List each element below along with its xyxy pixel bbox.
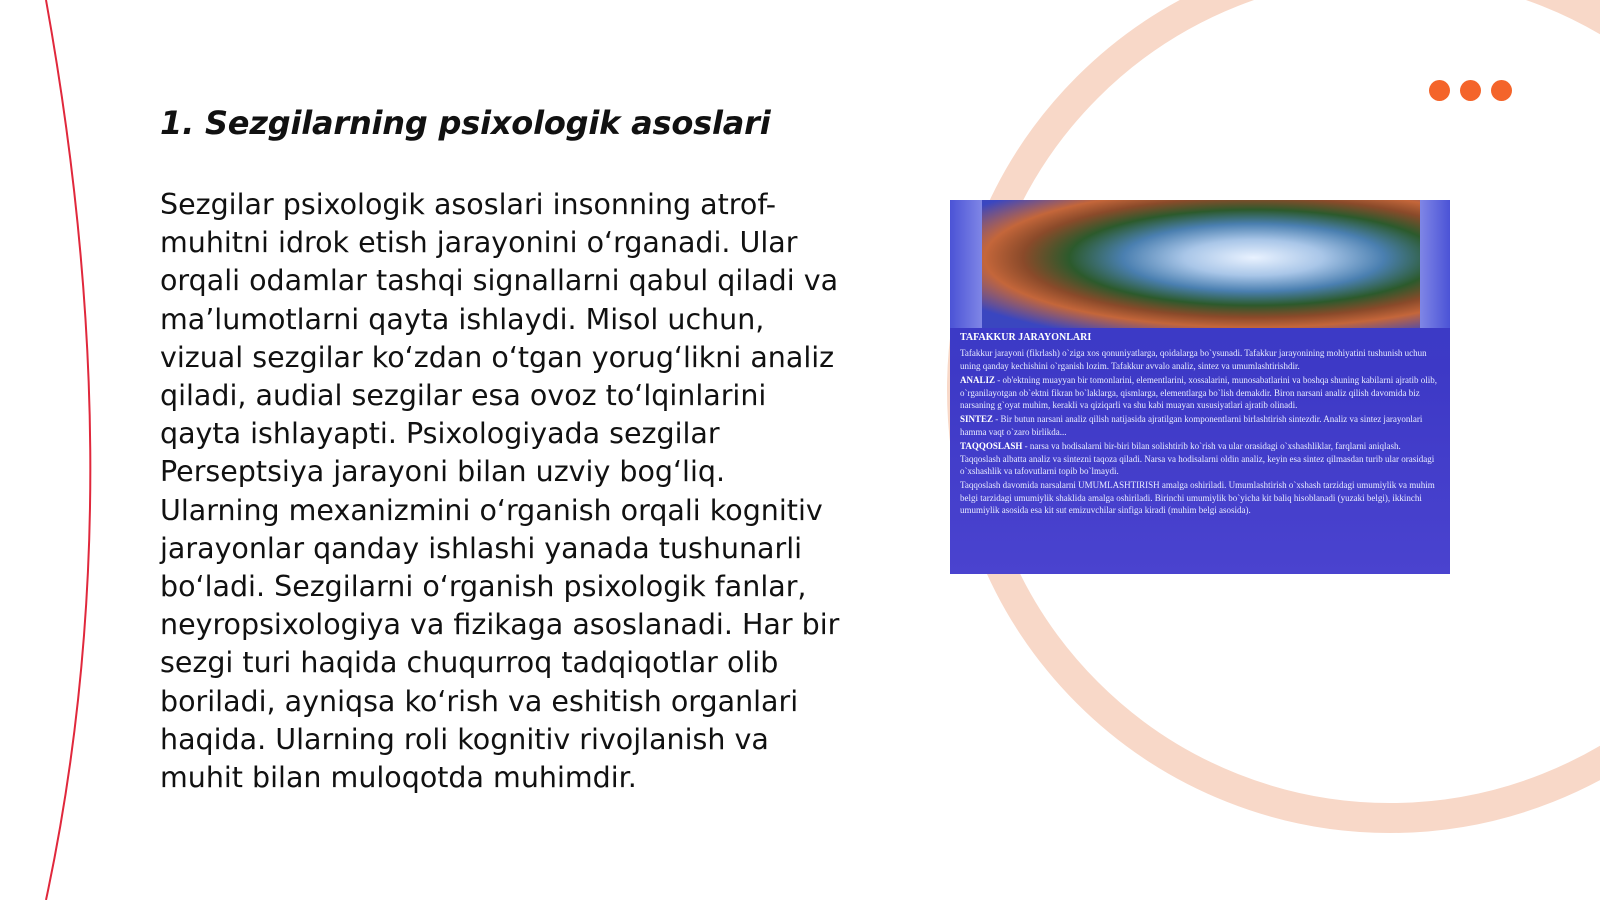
image-side-left — [950, 200, 982, 328]
embedded-slide-image — [950, 200, 1450, 574]
image-paragraph-text: - narsa va hodisalarni bir-biri bilan solishtirib ko`rish va ular orasidagi o`xshashliklar, farqlarni aniqlash. Taqqoslash albatta analiz va sintezni taqoza qiladi. Narsa va hodisalarni oldin analiz, keyin esa sintez qilmasdan turib ular orasidagi o`xshashlik va tafovutlarni topib bo`lmaydi. — [960, 441, 1435, 477]
image-paragraph-text: - Bir butun narsani analiz qilish natijasida ajratilgan komponentlarni birlashtirish sintezdir. Analiz va sintez jarayonlari hamma vaqt o`zaro birlikda... — [960, 414, 1423, 437]
image-heading: TAFAKKUR JARAYONLARI — [960, 332, 1092, 343]
image-text-block — [960, 332, 1438, 519]
dot — [1429, 80, 1450, 101]
image-paragraph — [960, 440, 1438, 477]
image-paragraph: Taqqoslash davomida narsalarni UMUMLASHTIRISH amalga oshiriladi. Umumlashtirish o`xshash tarzidagi umumiylik va muhim belgi tarzidagi umumiylik shaklida amalga oshiriladi. Birinchi umumiylik bo`yicha kit baliq hisoblanadi (yuzaki belgi), ikkinchi umumiylik asosida esa kit sut emizuvchilar sinfiga kiradi (muhim belgi asosida). — [960, 480, 1435, 516]
term-analiz: ANALIZ — [960, 375, 996, 386]
dots-menu-icon — [1429, 80, 1512, 101]
term-sintez: SINTEZ — [960, 414, 994, 425]
image-paragraph-text: - ob'ektning muayyan bir tomonlarini, elementlarini, xossalarini, munosabatlarini va boshqa shuning kabilarni ajratib olib, o`rganilayotgan ob`ektni fikran bo`laklarga, qismlarga, elementlarga bo`lish demakdir. Biron narsani analiz qilish davomida biz narsaning g`oyat muhim, kerakli va qiziqarli va shu kabi muayan xususiyatlari ajratib olinadi. — [960, 375, 1438, 411]
image-paragraph: Tafakkur jarayoni (fikrlash) o`ziga xos qonuniyatlarga, qoidalarga bo`ysunadi. Tafakkur jarayonining mohiyatini tushunish uchun uning qanday kechishini o`rganish lozim. Tafakkur avvalo analiz, sintez va umumlashtirishdir. — [960, 348, 1427, 371]
image-side-right — [1420, 200, 1450, 328]
hand-globe-banner — [982, 200, 1420, 328]
image-paragraph — [960, 413, 1438, 438]
slide-body-text: Sezgilar psixologik asoslari insonning atrof-muhitni idrok etish jarayonini o‘rganadi. Ular orqali odamlar tashqi signallarni qabul qiladi va ma’lumotlarni qayta ishlaydi. Misol uchun, vizual sezgilar ko‘zdan o‘tgan yorug‘likni analiz qiladi, audial sezgilar esa ovoz to‘lqinlarini qayta ishlayapti. Psixologiyada sezgilar Perseptsiya jarayoni bilan uzviy bog‘liq. Ularning mexanizmini o‘rganish orqali kognitiv jarayonlar qanday ishlashi yanada tushunarli bo‘ladi. Sezgilarni o‘rganish psixologik fanlar, neyropsixologiya va fizikaga asoslanadi. Har bir sezgi turi haqida chuqurroq tadqiqotlar olib boriladi, ayniqsa ko‘rish va eshitish organlari haqida. Ularning roli kognitiv rivojlanish va muhit bilan muloqotda muhimdir. — [160, 188, 840, 795]
dot — [1460, 80, 1481, 101]
dot — [1491, 80, 1512, 101]
slide-title: 1. Sezgilarning psixologik asoslari — [160, 104, 771, 142]
image-paragraph — [960, 374, 1438, 411]
term-taqqoslash: TAQQOSLASH — [960, 441, 1023, 452]
